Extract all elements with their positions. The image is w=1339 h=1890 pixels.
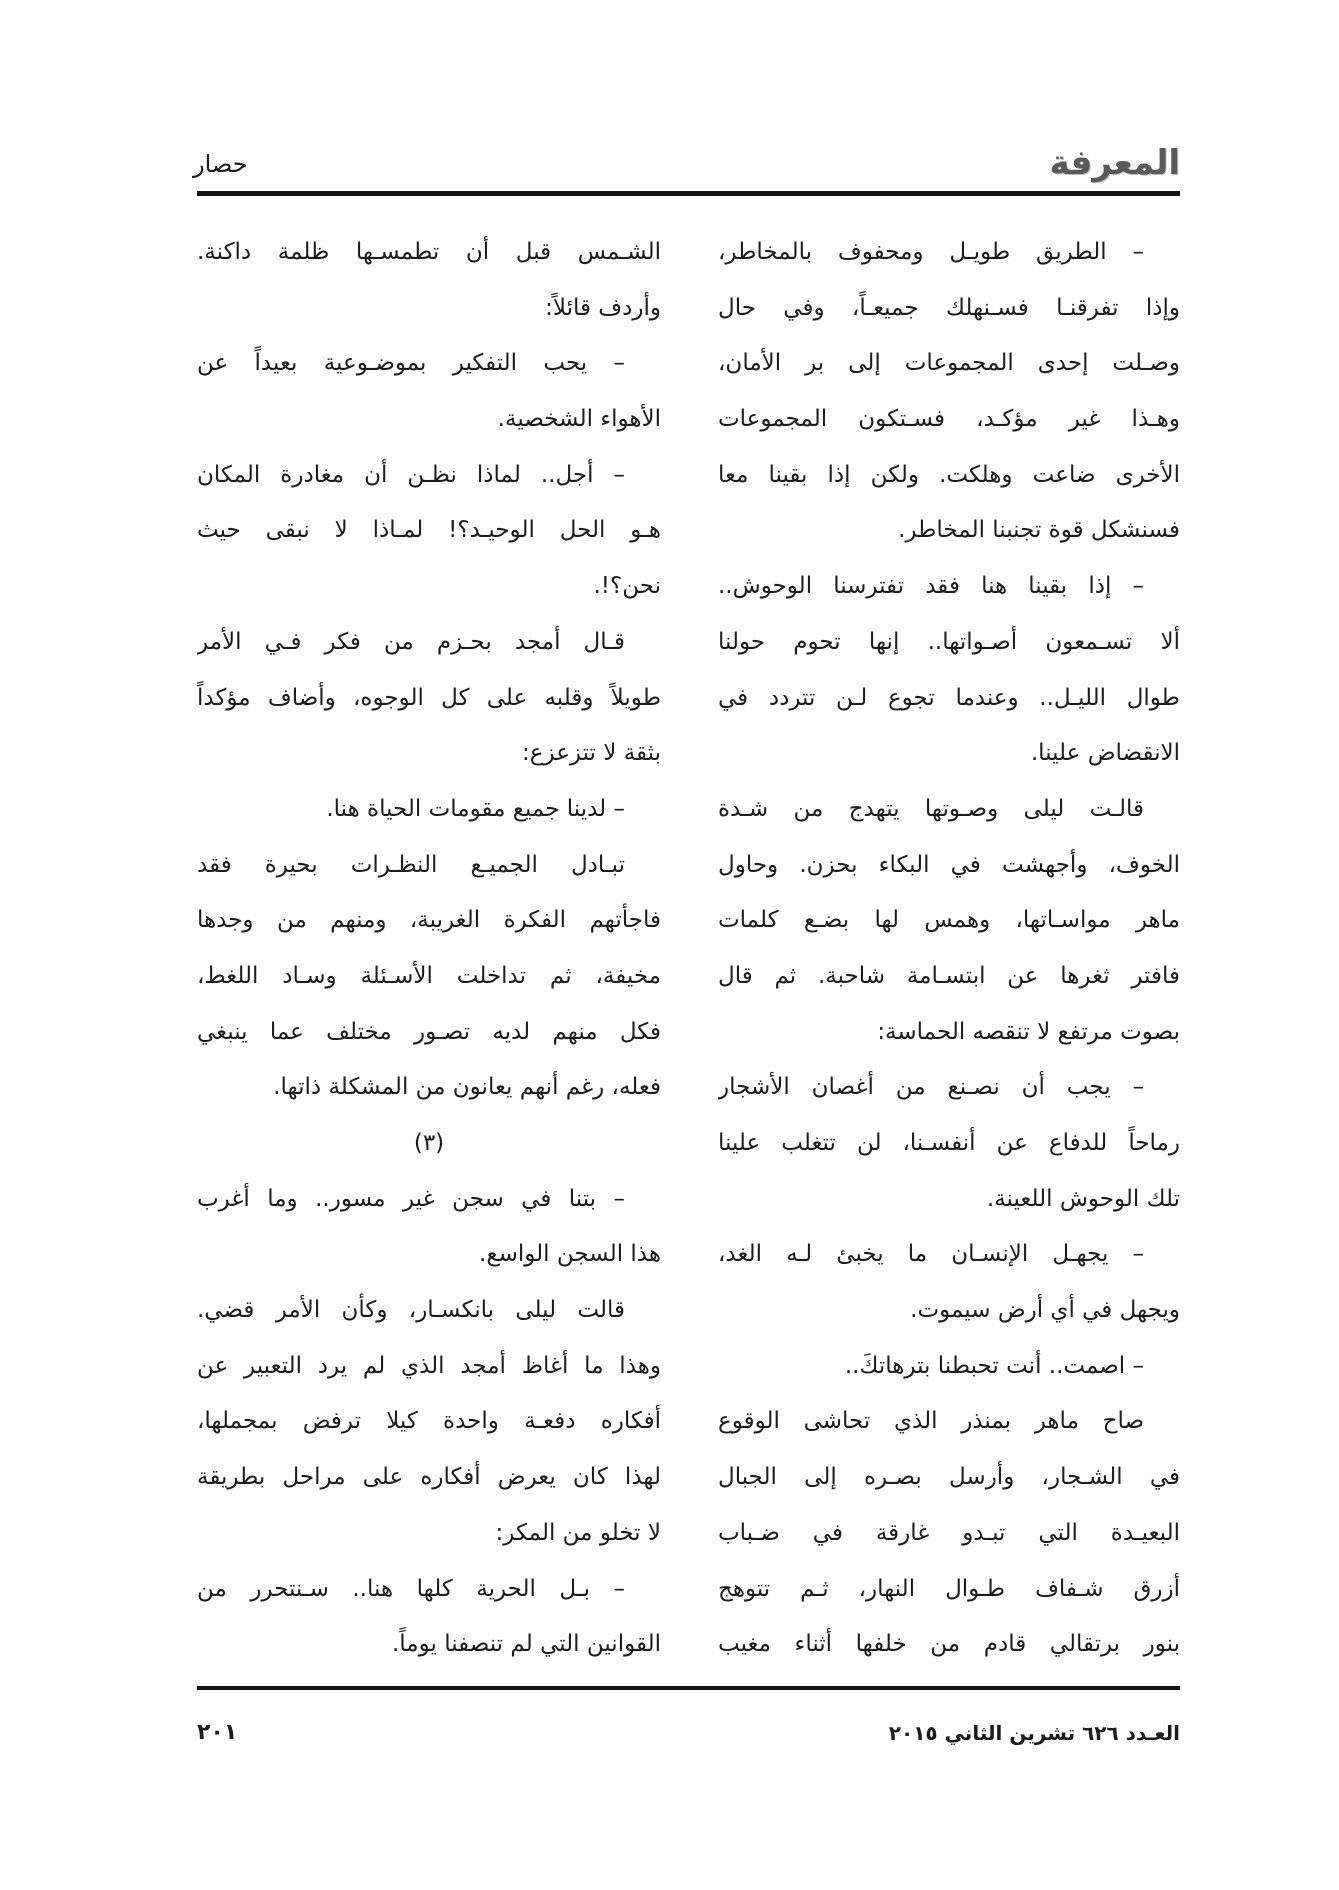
text-line: صاح ماهر بمنذر الذي تحاشى الوقوع bbox=[718, 1408, 1144, 1435]
text-line: الانقضاض علينا. bbox=[1030, 740, 1180, 767]
text-line: البعيـدة التي تبـدو غارقة في ضـباب bbox=[718, 1519, 1180, 1546]
text-line: هـو الحل الوحيـد؟! لمـاذا لا نبقى حيث bbox=[197, 517, 661, 544]
text-line: – يجب أن نصـنع من أغصان الأشجار bbox=[718, 1074, 1144, 1101]
text-line: وإذا تفرقنـا فسـنهلك جميعـاً، وفي حال bbox=[718, 294, 1180, 321]
issue-info: العـدد ٦٢٦ تشرين الثاني ٢٠١٥ bbox=[888, 1721, 1180, 1745]
text-line: مخيفة، ثم تداخلت الأسـئلة وسـاد اللغط، bbox=[197, 962, 661, 989]
text-line: فافتر ثغرها عن ابتسـامة شاحبة. ثم قال bbox=[718, 962, 1180, 989]
text-line: فاجأتهم الفكرة الغريبة، ومنهم من وجدها bbox=[197, 907, 661, 934]
text-line: – اصمت.. أنت تحبطنا بترهاتكَ.. bbox=[844, 1352, 1144, 1379]
text-line: قـال أمجد بحـزم من فكر فـي الأمر bbox=[197, 628, 625, 655]
running-head-title: حصار bbox=[193, 150, 248, 178]
text-line: في الشـجار، وأرسل بصـره إلى الجبال bbox=[718, 1464, 1180, 1491]
text-line: – يحب التفكير بموضـوعية بعيداً عن bbox=[197, 350, 625, 377]
text-line: فسنشكل قوة تجنبنا المخاطر. bbox=[898, 517, 1180, 544]
text-line: – يجهـل الإنسـان ما يخبئ لـه الغد، bbox=[718, 1241, 1144, 1268]
text-line: القوانين التي لم تنصفنا يوماً. bbox=[391, 1631, 661, 1658]
text-line: رماحاً للدفاع عن أنفسـنا، لن تتغلب علينا bbox=[718, 1130, 1180, 1156]
magazine-logo: المعرفة bbox=[1049, 143, 1180, 183]
text-line: وأردف قائلاً: bbox=[545, 294, 661, 321]
text-line: هذا السجن الواسع. bbox=[479, 1241, 661, 1268]
text-line: تبـادل الجميـع النظـرات بحيرة فقد bbox=[197, 851, 625, 878]
section-number: (٣) bbox=[413, 1130, 445, 1156]
text-line: الشـمس قبل أن تطمسـها ظلمة داكنة. bbox=[197, 239, 661, 265]
text-line: لا تخلو من المكر: bbox=[495, 1519, 661, 1546]
text-line: الخوف، وأجهشت في البكاء بحزن. وحاول bbox=[718, 851, 1180, 878]
footer-rule bbox=[197, 1686, 1180, 1690]
text-line: وهـذا غير مؤكـد، فسـتكون المجموعات bbox=[718, 406, 1180, 433]
text-line: طوال الليـل.. وعندما تجوع لـن تتردد في bbox=[718, 684, 1180, 711]
page-number: ٢٠١ bbox=[197, 1720, 238, 1745]
text-line: – بـل الحرية كلها هنا.. سـنتحرر من bbox=[197, 1575, 625, 1602]
right-text-column bbox=[718, 225, 1180, 1673]
left-text-column bbox=[197, 225, 661, 1673]
text-line: نحن؟!. bbox=[593, 573, 661, 600]
text-line: بثقة لا تتزعزع: bbox=[522, 740, 661, 767]
text-line: الأخرى ضاعت وهلكت. ولكن إذا بقينا معا bbox=[718, 461, 1180, 488]
text-line: بصوت مرتفع لا تنقصه الحماسة: bbox=[877, 1018, 1180, 1045]
text-line: – بتنا في سجن غير مسور.. وما أغرب bbox=[197, 1185, 625, 1212]
text-line: قالت ليلى بانكسـار، وكأن الأمر قضي. bbox=[197, 1297, 625, 1324]
text-line: وهذا ما أغاظ أمجد الذي لم يرد التعبير عن bbox=[197, 1352, 661, 1379]
text-line: وصـلت إحدى المجموعات إلى بر الأمان، bbox=[718, 350, 1180, 377]
text-line: أفكاره دفعـة واحدة كيلا ترفض بمجملها، bbox=[197, 1408, 661, 1435]
text-line: فعله، رغم أنهم يعانون من المشكلة ذاتها. bbox=[273, 1074, 661, 1101]
text-line: – إذا بقينا هنا فقد تفترسنا الوحوش.. bbox=[718, 573, 1144, 600]
text-line: قالـت ليلى وصـوتها يتهدج من شـدة bbox=[718, 795, 1144, 822]
header-rule bbox=[197, 191, 1180, 196]
text-line: ألا تسـمعون أصـواتها.. إنها تحوم حولنا bbox=[718, 628, 1180, 655]
text-line: – لدينا جميع مقومات الحياة هنا. bbox=[326, 795, 625, 822]
text-line: الأهواء الشخصية. bbox=[497, 406, 661, 433]
text-line: بنور برتقالي قادم من خلفها أثناء مغيب bbox=[718, 1631, 1180, 1658]
text-line: ويجهل في أي أرض سيموت. bbox=[910, 1297, 1180, 1324]
text-line: ماهر مواسـاتها، وهمس لها بضـع كلمات bbox=[718, 907, 1180, 934]
text-line: – أجل.. لماذا نظـن أن مغادرة المكان bbox=[197, 461, 625, 488]
text-line: لهذا كان يعرض أفكاره على مراحل بطريقة bbox=[197, 1464, 661, 1491]
text-line: فكل منهم لديه تصـور مختلف عما ينبغي bbox=[197, 1018, 661, 1045]
text-line: أزرق شـفاف طـوال النهار، ثـم تتوهج bbox=[718, 1575, 1180, 1602]
text-line: طويلاً وقلبه على كل الوجوه، وأضاف مؤكداً bbox=[197, 684, 661, 711]
text-line: تلك الوحوش اللعينة. bbox=[986, 1185, 1180, 1212]
text-line: – الطريق طويـل ومحفوف بالمخاطر، bbox=[718, 239, 1144, 265]
